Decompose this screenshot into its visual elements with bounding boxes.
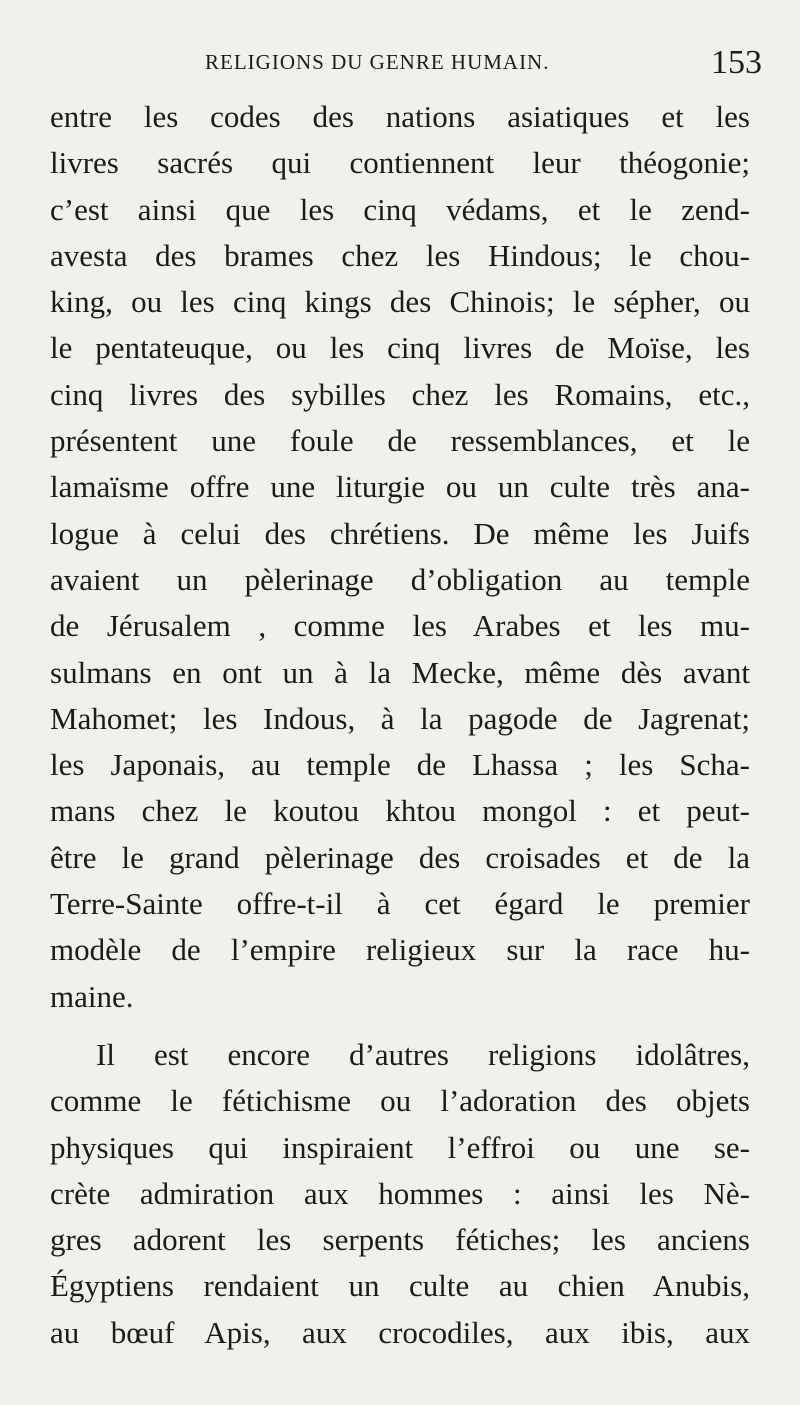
text-line: mans chez le koutou khtou mongol : et peut- xyxy=(50,793,750,829)
text-line: Terre-Sainte offre-t-il à cet égard le premier xyxy=(50,886,750,922)
text-line: comme le fétichisme ou l’adoration des objets xyxy=(50,1083,750,1119)
text-line: maine. xyxy=(50,978,134,1014)
paragraph-gap xyxy=(50,1020,750,1032)
text-line: être le grand pèlerinage des croisades et de la xyxy=(50,839,750,875)
text-line: présentent une foule de ressemblances, et le xyxy=(50,423,750,459)
text-line: livres sacrés qui contiennent leur théogonie; xyxy=(50,145,750,181)
text-line: avaient un pèlerinage d’obligation au temple xyxy=(50,561,750,597)
text-line: modèle de l’empire religieux sur la race hu- xyxy=(50,932,750,968)
text-line: king, ou les cinq kings des Chinois; le sépher, ou xyxy=(50,284,750,320)
page-number: 153 xyxy=(711,44,762,81)
text-line: de Jérusalem , comme les Arabes et les mu- xyxy=(50,608,750,644)
text-line: logue à celui des chrétiens. De même les Juifs xyxy=(50,515,750,551)
text-line: gres adorent les serpents fétiches; les anciens xyxy=(50,1222,750,1258)
paragraph-1 xyxy=(50,94,750,1020)
text-line: entre les codes des nations asiatiques et les xyxy=(50,99,750,134)
text-line: le pentateuque, ou les cinq livres de Moïse, les xyxy=(50,330,750,366)
text-line: crète admiration aux hommes : ainsi les Nè- xyxy=(50,1175,750,1211)
text-line: sulmans en ont un à la Mecke, même dès avant xyxy=(50,654,750,690)
text-line: les Japonais, au temple de Lhassa ; les Scha- xyxy=(50,747,750,783)
text-line: au bœuf Apis, aux crocodiles, aux ibis, aux xyxy=(50,1314,750,1350)
running-head: RELIGIONS DU GENRE HUMAIN. xyxy=(205,50,550,74)
text-line: Égyptiens rendaient un culte au chien Anubis, xyxy=(50,1268,750,1304)
text-line: avesta des brames chez les Hindous; le chou- xyxy=(50,237,750,273)
text-line: Il est encore d’autres religions idolâtres, xyxy=(96,1036,750,1072)
text-line: lamaïsme offre une liturgie ou un culte très ana- xyxy=(50,469,750,505)
paragraph-2 xyxy=(50,1032,750,1356)
text-line: cinq livres des sybilles chez les Romains, etc., xyxy=(50,376,750,412)
text-line: Mahomet; les Indous, à la pagode de Jagrenat; xyxy=(50,700,750,736)
body-text xyxy=(50,94,750,1356)
text-line: c’est ainsi que les cinq védams, et le zend- xyxy=(50,191,750,227)
text-line: physiques qui inspiraient l’effroi ou une se- xyxy=(50,1129,750,1165)
page-header xyxy=(0,44,800,84)
